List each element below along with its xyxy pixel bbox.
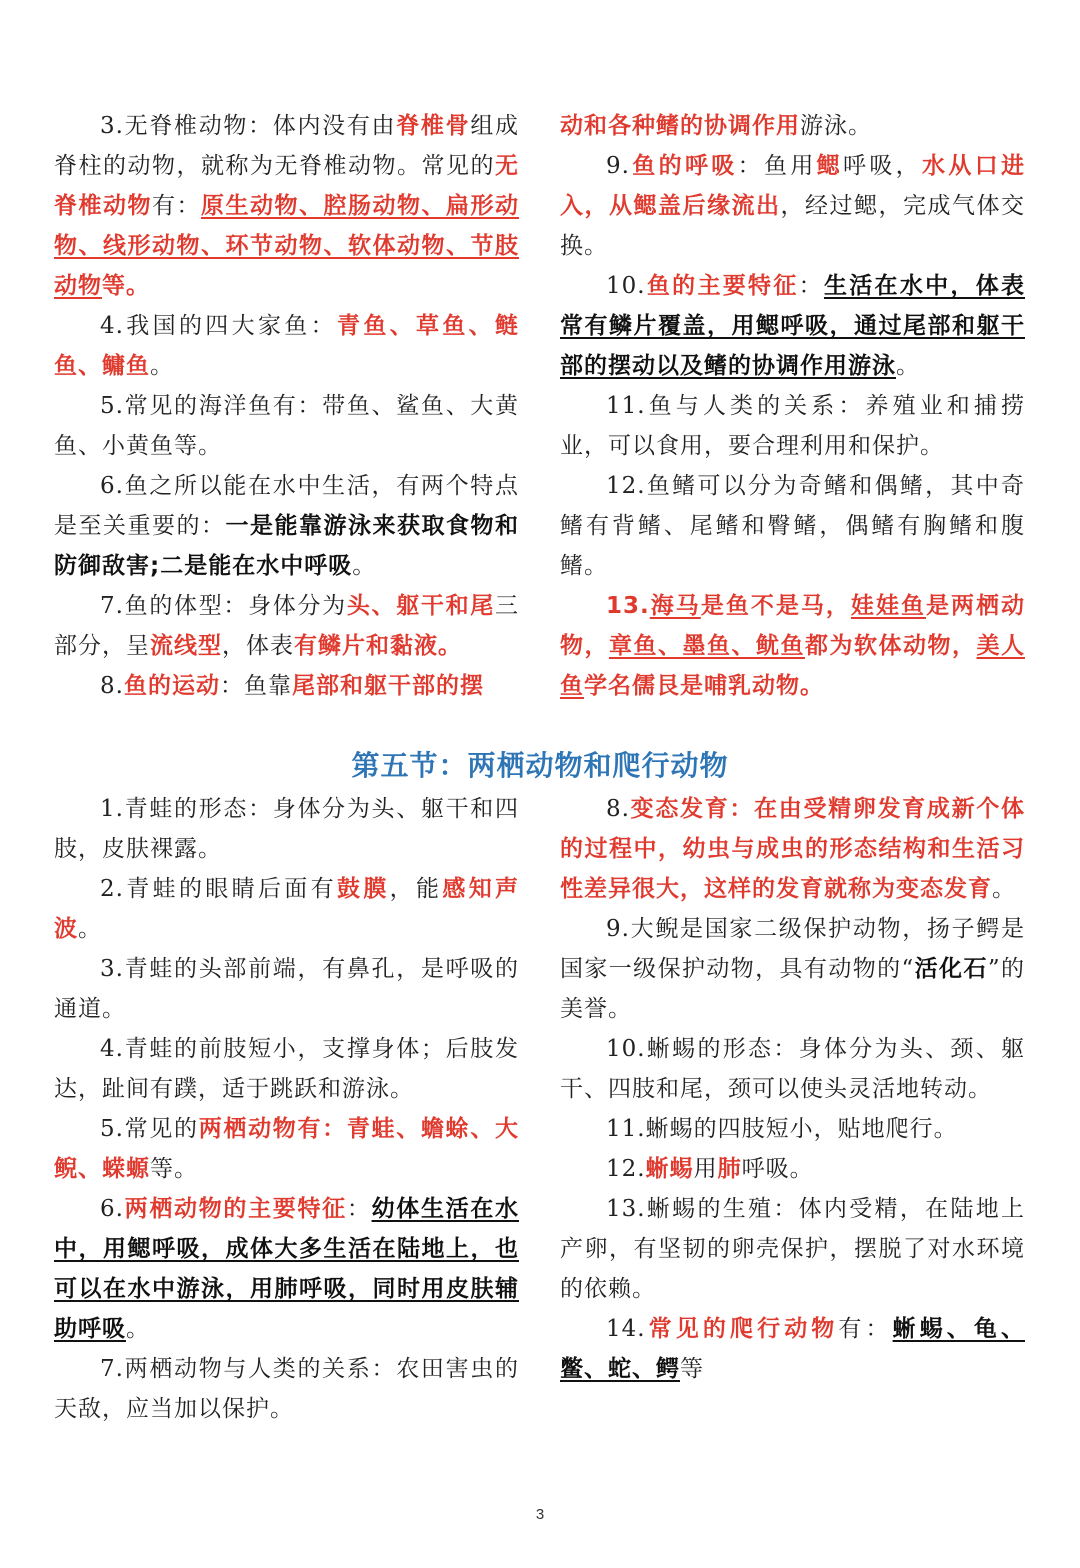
item-8-metamorphosis: 8.变态发育：在由受精卵发育成新个体的过程中，幼虫与成虫的形态结构和生活习性差异很大，这样的发育就称为变态发育。 — [560, 796, 1025, 902]
item-10-lizard-form: 10.蜥蜴的形态：身体分为头、颈、躯干、四肢和尾，颈可以使头灵活地转动。 — [560, 1036, 1025, 1102]
section-title: 第五节：两栖动物和爬行动物 — [351, 749, 729, 782]
item-14-reptile-examples: 14.常见的爬行动物有：蜥蜴、龟、鳖、蛇、鳄等 — [560, 1316, 1025, 1382]
top-right-column — [560, 106, 1025, 706]
item-6-amphibian-features: 6.两栖动物的主要特征：幼体生活在水中，用鳃呼吸，成体大多生活在陆地上，也可以在水中游泳，用肺呼吸，同时用皮肤辅助呼吸。 — [54, 1196, 520, 1342]
item-9-fish-breathing: 9.鱼的呼吸：鱼用鳃呼吸，水从口进入，从鳃盖后缘流出，经过鳃，完成气体交换。 — [560, 153, 1026, 259]
top-left-column — [54, 106, 519, 706]
item-11-fish-and-humans: 11.鱼与人类的关系：养殖业和捕捞业，可以食用，要合理利用和保护。 — [560, 393, 1025, 459]
item-11-lizard-limbs: 11.蜥蜴的四肢短小，贴地爬行。 — [606, 1116, 958, 1142]
item-8-continued: 动和各种鳍的协调作用游泳。 — [560, 113, 872, 139]
item-1-frog-form: 1.青蛙的形态：身体分为头、躯干和四肢，皮肤裸露。 — [54, 796, 519, 862]
item-3-invertebrates: 3.无脊椎动物：体内没有由脊椎骨组成脊柱的动物，就称为无脊椎动物。常见的无脊椎动物有：原生动物、腔肠动物、扁形动物、线形动物、环节动物、软体动物、节肢动物等。 — [54, 113, 520, 299]
item-5-sea-fish: 5.常见的海洋鱼有：带鱼、鲨鱼、大黄鱼、小黄鱼等。 — [54, 393, 519, 459]
page-number: 3 — [535, 1506, 545, 1523]
item-4-four-carps: 4.我国的四大家鱼：青鱼、草鱼、鲢鱼、鳙鱼。 — [54, 313, 520, 379]
item-13-misnamed-animals: 13.海马是鱼不是马，娃娃鱼是两栖动物，章鱼、墨鱼、鱿鱼都为软体动物，美人鱼学名儒艮是哺乳动物。 — [560, 593, 1026, 699]
item-6-fish-features: 6.鱼之所以能在水中生活，有两个特点是至关重要的：一是能靠游泳来获取食物和防御敌害;二是能在水中呼吸。 — [54, 473, 519, 579]
item-4-frog-limbs: 4.青蛙的前肢短小，支撑身体；后肢发达，趾间有蹼，适于跳跃和游泳。 — [54, 1036, 519, 1102]
item-7-amphibians-and-humans: 7.两栖动物与人类的关系：农田害虫的天敌，应当加以保护。 — [54, 1356, 519, 1422]
item-13-lizard-reproduction: 13.蜥蜴的生殖：体内受精，在陆地上产卵，有坚韧的卵壳保护，摆脱了对水环境的依赖。 — [560, 1196, 1025, 1302]
item-12-lizard-breathing: 12.蜥蜴用肺呼吸。 — [606, 1156, 814, 1182]
item-7-fish-body: 7.鱼的体型：身体分为头、躯干和尾三部分，呈流线型，体表有鳞片和黏液。 — [54, 593, 520, 659]
item-12-fish-fins: 12.鱼鳍可以分为奇鳍和偶鳍，其中奇鳍有背鳍、尾鳍和臀鳍，偶鳍有胸鳍和腹鳍。 — [560, 473, 1025, 579]
item-10-fish-main-features: 10.鱼的主要特征：生活在水中，体表常有鳞片覆盖，用鳃呼吸，通过尾部和躯干部的摆动以及鳍的协调作用游泳。 — [560, 273, 1026, 379]
item-3-frog-nostril: 3.青蛙的头部前端，有鼻孔，是呼吸的通道。 — [54, 956, 519, 1022]
bottom-right-column — [560, 789, 1025, 1389]
bottom-left-column — [54, 789, 519, 1429]
item-9-protected-animals: 9.大鲵是国家二级保护动物，扬子鳄是国家一级保护动物，具有动物的“活化石”的美誉。 — [560, 916, 1025, 1022]
item-5-amphibian-examples: 5.常见的两栖动物有：青蛙、蟾蜍、大鲵、蝾螈等。 — [54, 1116, 520, 1182]
item-2-frog-eardrum: 2.青蛙的眼睛后面有鼓膜，能感知声波。 — [54, 876, 520, 942]
item-8-fish-movement: 8.鱼的运动：鱼靠尾部和躯干部的摆 — [100, 673, 484, 699]
